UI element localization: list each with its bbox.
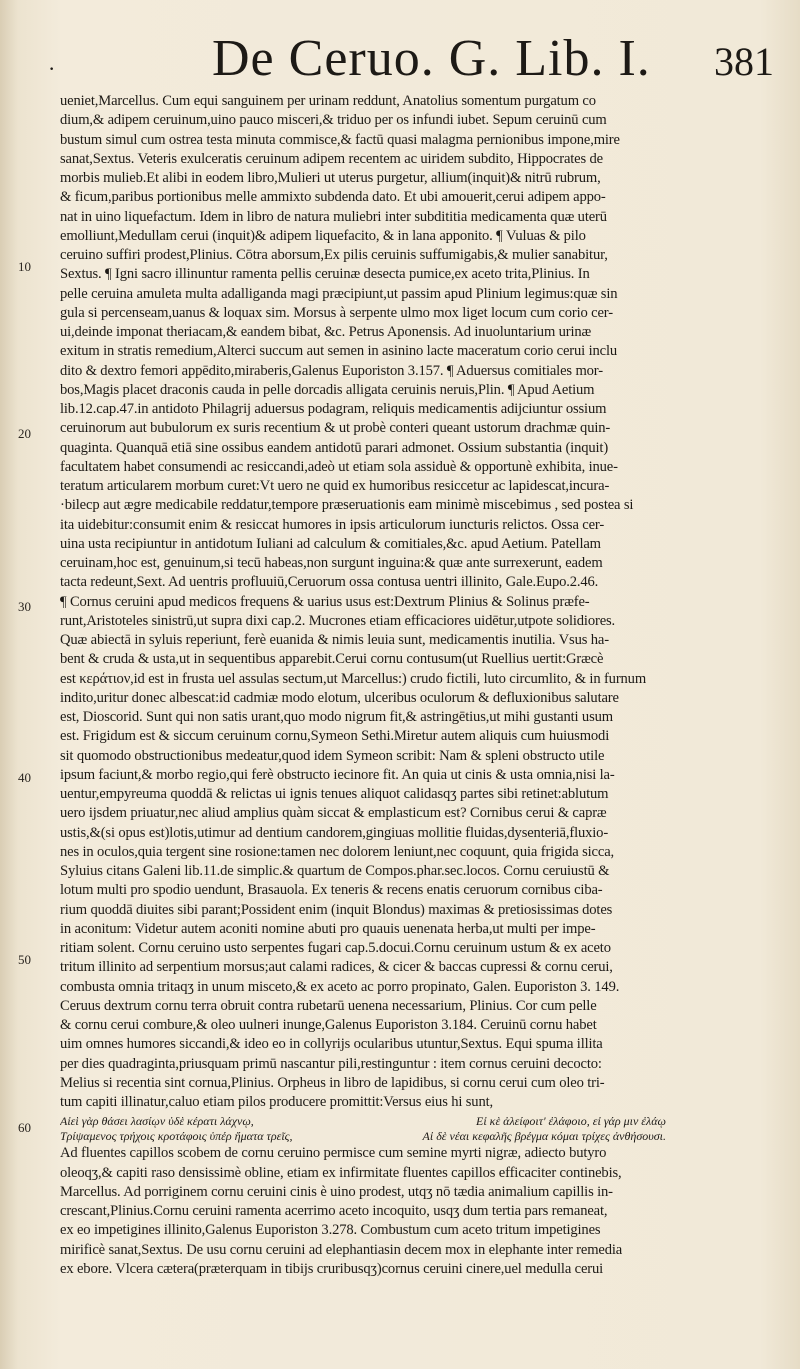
text-line: bos,Magis placet draconis cauda in pelle dorcadis alligata ceruinis neruis,Plin. ¶ Apud Aetium — [60, 381, 595, 398]
text-line: ceruinam,hoc est, genuinum,si tecū habeas,non surgunt inguina:& quæ ante surrexerunt, eadem — [60, 555, 603, 571]
text-line: runt,Aristoteles sinistrū,ut supra dixi cap.2. Mucrones etiam efficaciores uidētur,utpote solidiores. — [60, 612, 616, 629]
text-line: bustum simul cum ostrea testa minuta commisce,& factū quasi malagma pernionibus impone,mire — [60, 131, 620, 148]
text-line: ritiam solent. Cornu ceruino usto serpentes fugari cap.5.docui.Cornu ceruinum ustum & ex aceto — [60, 940, 611, 956]
text-line: ex ebore. Vlcera cætera(præterquam in tibijs cruribusqʒ)cornus ceruini cinere,uel medulla cerui — [60, 1260, 604, 1277]
text-line: sanat,Sextus. Veteris exulceratis ceruinum adipem recentem ac uiridem subdito, Hippocrates de — [60, 150, 603, 167]
text-line: nat in uino liquefactum. Idem in libro de natura muliebri inter subdititia medicamenta quæ uterū — [60, 208, 607, 225]
text-line: lotum multi pro spodio uendunt, Brasauola. Ex teneris & recens enatis ceruorum cornibus ciba- — [60, 882, 603, 899]
greek-verse-line — [60, 1114, 666, 1129]
text-line: Quæ abiectā in syluis reperiunt, ferè euanida & nimis leuia sunt, medicamentis inutilia. Vsus ha- — [60, 632, 609, 648]
text-line: Ad fluentes capillos scobem de cornu ceruino permisce cum semine myrti nigræ, adiecto butyro — [60, 1145, 607, 1162]
text-line: Sextus. ¶ Igni sacro illinuntur ramenta pellis ceruinæ desecta pumice,ex aceto trita,Plinius. In — [60, 266, 590, 283]
text-line: & cornu cerui combure,& oleo uulneri inunge,Galenus Euporiston 3.184. Ceruinū cornu habet — [60, 1017, 597, 1033]
text-line: uentur,empyreuma quoddā & relictas ui ignis tenues aliquot calidasqʒ partes sibi retinet:ablutum — [60, 786, 609, 802]
text-line: rium quoddā diuites sibi parant;Possident enim (inquit Blondus) maximas & pretiosissimas dotes — [60, 901, 613, 918]
text-line: est, Dioscorid. Sunt qui non satis urant,quo modo nigrum fit,& astringētius,ut mihi gustanti usum — [60, 709, 613, 725]
text-lines-after — [60, 1144, 666, 1279]
greek-verse-left: Τρίψαμενος τρήχοις κροτάφοις ὑπέρ ἤματα τρεῖς, — [60, 1129, 293, 1144]
text-line: oleoqʒ,& capiti raso densissimè obline, etiam ex infirmitate fluentes capillos efficaciter continebis, — [60, 1164, 622, 1181]
text-line: crescant,Plinius.Cornu ceruini ramenta acerrimo aceto incoquito, usqʒ dum tertia pars remaneat, — [60, 1203, 608, 1219]
text-line: ·bilecp aut ægre medicabile reddatur,tempore præseruationis eam minimè miscebimus , sed postea si — [60, 497, 634, 514]
greek-verse-left: Αἰεὶ γὰρ θάσει λασίῳν ὑδὲ κέρατι λάχνῳ, — [60, 1114, 254, 1129]
text-line: Syluius citans Galeni lib.11.de simplic.& quartum de Compos.phar.sec.locos. Cornu ceruiustū & — [60, 863, 610, 879]
text-line: ceruinorum aut bubulorum ex suris recentium & ut probè conteri queant ustorum drachmæ quin- — [60, 420, 611, 437]
text-line: ueniet,Marcellus. Cum equi sanguinem per urinam reddunt, Anatolius somentum purgatum co — [60, 93, 596, 109]
text-line: facultatem habet consumendi ac resiccandi,adeò ut etiam sola assiduè & opportunè exhibita, inue- — [60, 458, 618, 475]
running-title: De Ceruo. G. Lib. I. — [212, 30, 651, 87]
text-line: ipsum faciunt,& morbo regio,qui ferè obstructo iecinore fit. An quia ut cinis & usta omnia,nisi la- — [60, 766, 615, 783]
greek-verses — [60, 1114, 666, 1144]
text-line: quaginta. Quanquā etiā sine ossibus eandem antidotū parari admonet. Ossium substantia (inquit) — [60, 439, 609, 456]
header-dot: · — [48, 56, 56, 81]
text-line: ceruino suffiri prodest,Plinius. Cōtra aborsum,Ex pilis ceruinis suffumigabis,& mulier sanabitur, — [60, 247, 608, 263]
text-line: est. Frigidum est & siccum ceruinum cornu,Symeon Sethi.Miretur autem aliquis cum huiusmodi — [60, 728, 610, 745]
text-line: ustis,&(si opus est)lotis,utimur ad dentium candorem,gingiuas mollitie fluidas,dysenteriā,fluxio- — [60, 824, 609, 841]
text-line: ui,deinde imponat theriacam,& eandem bibat, &c. Petrus Aponensis. Ad inuoluntarium urinæ — [60, 324, 592, 340]
margin-line-number: 20 — [18, 426, 31, 441]
text-line: tum capiti illinatur,caluo etiam pilos producere promittit:Versus eius hi sunt, — [60, 1094, 493, 1110]
text-line: per dies quadraginta,priusquam primū nascantur pili,restinguntur : item cornus ceruini decocto: — [60, 1055, 602, 1072]
text-line: Ceruus dextrum cornu terra obruit contra rubetarū uenena necessarium, Plinius. Cor cum pelle — [60, 997, 597, 1014]
greek-verse-right: Εἰ κὲ ἀλείφοιτ' ἐλάφοιο, εἰ γάρ μιν ἐλάῳ — [476, 1114, 666, 1129]
text-line: ¶ Cornus ceruini apud medicos frequens & uarius usus est:Dextrum Plinius & Solinus præfe- — [60, 593, 590, 610]
margin-line-number: 10 — [18, 259, 31, 274]
text-line: Melius si recentia sint cornua,Plinius. Orpheus in libro de lapidibus, si cornu cerui cum oleo tri- — [60, 1074, 605, 1091]
text-line: pelle ceruina amuleta multa adalliganda magi præcipiunt,ut passim apud Plinium legimus:quæ sin — [60, 285, 618, 302]
margin-line-number: 50 — [18, 952, 31, 967]
text-line: indito,uritur donec albescat:id cadmiæ modo elotum, ulceribus oculorum & defluxionibus salutare — [60, 689, 619, 706]
text-line: sit quomodo obstructionibus medeatur,quod idem Symeon scribit: Nam & spleni obstructo utile — [60, 747, 605, 764]
text-line: uim omnes humores siccandi,& ideo eo in collyrijs ocularibus utuntur,Sextus. Equi spuma illita — [60, 1036, 603, 1053]
text-line: est κεράτιον,id est in frusta uel assulas sectum,ut Marcellus:) crudo fictili, luto circumlito, & in furnum — [60, 670, 647, 687]
text-line: bent & cruda & usta,ut in sequentibus apparebit.Cerui cornu contusum(ut Ruellius uertit:Græcè — [60, 651, 604, 668]
text-line: dium,& adipem ceruinum,uino pauco misceri,& triduo per os infundi iubet. Sepum ceruinū cum — [60, 112, 607, 129]
greek-verse-right: Αἰ δὲ νέαι κεφαλῆς βρέγμα κόμαι τρίχες ἀνθήσουσι. — [422, 1129, 666, 1144]
text-line: tacta redeunt,Sext. Ad uentris profluuiū,Ceruorum ossa contusa uentri illinito, Gale.Eupo.2.46. — [60, 574, 599, 591]
text-line: uina usta recipiuntur in antidotum Iuliani ad calculum & comitiales,&c. apud Aetium. Patellam — [60, 535, 601, 552]
text-line: emolliunt,Medullam cerui (inquit)& adipem liquefacito, & in lana apponito. ¶ Vuluas & pilo — [60, 227, 586, 244]
text-line: dito & dextro femori appēdito,miraberis,Galenus Euporiston 3.157. ¶ Aduersus comitiales mor- — [60, 362, 603, 379]
text-line: nes in oculos,quia tergent sine rosione:tamen nec dolorem leniunt,nec coquunt, quia frigida sicca, — [60, 843, 615, 860]
text-lines — [60, 92, 666, 1112]
running-header — [40, 28, 780, 90]
text-line: & ficum,paribus portionibus melle ammixto subdenda dato. Et ubi amouerit,cerui adipem appo- — [60, 189, 606, 206]
text-line: morbis mulieb.Et alibi in eodem libro,Mulieri ut uterus purgetur, allium(inquit)& nitrū rubrum, — [60, 170, 601, 186]
text-line: teratum articularem morbum curet:Vt uero ne quid ex humoribus resiccetur ac lapidescat,incura- — [60, 478, 610, 494]
margin-line-number: 60 — [18, 1120, 31, 1135]
text-line: in aconitum: Videtur autem aconiti nomine abuti pro quauis uenenata herba,ut multi per impe- — [60, 920, 596, 937]
text-body — [60, 92, 666, 1279]
text-line: ex eo impetigines illinito,Galenus Euporiston 3.278. Combustum cum aceto tritum impetigines — [60, 1222, 601, 1239]
text-line: gula si percenseam,uanus & loquax sim. Morsus à serpente ulmo mox liget locum cum corio cer- — [60, 304, 613, 321]
margin-line-number: 30 — [18, 599, 31, 614]
greek-verse-line — [60, 1129, 666, 1144]
text-line: combusta omnia tritaqʒ in unum misceto,& ex aceto ac porro propinato, Galen. Euporiston 3. 149. — [60, 978, 620, 995]
page-number: 381 — [714, 39, 774, 84]
text-line: tritum illinito ad serpentium morsus;aut calami radices, & cicer & baccas cupressi & cornu cerui, — [60, 959, 613, 976]
text-line: Marcellus. Ad porriginem cornu ceruini cinis è uino prodest, utqʒ nō tædia animalium capillis in- — [60, 1183, 613, 1200]
margin-line-number: 40 — [18, 770, 31, 785]
text-line: exitum in stratis remedium,Alterci succum aut semen in asinino lacte maceratum corio cerui inclu — [60, 343, 618, 360]
text-line: uero ijsdem priuatur,nec aliud amplius quàm siccat & emplasticum est? Cornibus cerui & capræ — [60, 805, 607, 822]
text-line: mirificè sanat,Sextus. De usu cornu ceruini ad elephantiasin decem mox in elephante inter remedia — [60, 1241, 623, 1258]
text-line: lib.12.cap.47.in antidoto Philagrij aduersus podagram, reliquis medicamentis adijciuntur ossium — [60, 401, 607, 417]
text-line: ita uidebitur:consumit enim & resiccat humores in ipsis articulorum iuncturis relictos. Ossa cer- — [60, 516, 605, 533]
